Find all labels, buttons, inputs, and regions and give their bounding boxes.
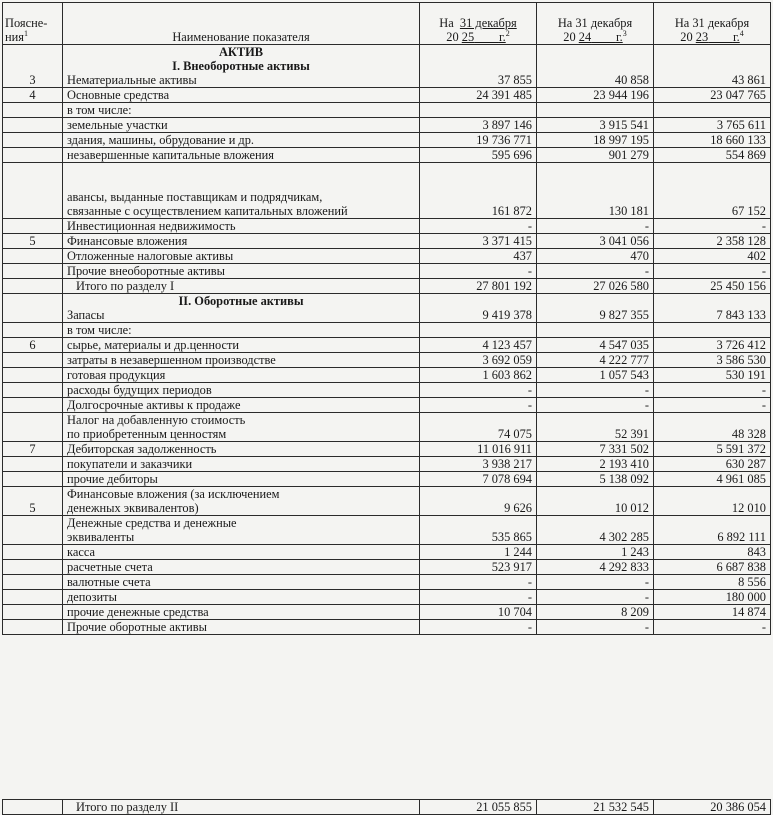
row-value-2023: - — [654, 264, 771, 279]
row-value-2023: 6 687 838 — [654, 560, 771, 575]
table-row — [3, 516, 771, 545]
row-name-line: эквиваленты — [67, 530, 135, 544]
row-note — [3, 219, 63, 234]
row-value-2025: 11 016 911 — [420, 442, 537, 457]
row-note — [3, 398, 63, 413]
row-value-2025: - — [420, 383, 537, 398]
row-name: Прочие внеоборотные активы — [63, 264, 420, 279]
row-value-2023: 14 874 — [654, 605, 771, 620]
row-value-2025: - — [420, 590, 537, 605]
row-value-2025: 19 736 771 — [420, 133, 537, 148]
row-value-2025: - — [420, 620, 537, 635]
period-2025-century: 20 — [446, 30, 459, 44]
table-row — [3, 383, 771, 398]
row-value-2024: 18 997 195 — [537, 133, 654, 148]
row-name — [63, 163, 420, 219]
row-value-2023: 4 961 085 — [654, 472, 771, 487]
row-value-2025: 3 938 217 — [420, 457, 537, 472]
row-value-2023 — [654, 323, 771, 338]
header-row — [3, 3, 771, 45]
row-name: Финансовые вложения — [63, 234, 420, 249]
period-header-2024 — [537, 3, 654, 45]
table-row — [3, 398, 771, 413]
row-name: прочие денежные средства — [63, 605, 420, 620]
row-value-2025: 7 078 694 — [420, 472, 537, 487]
row-note — [3, 103, 63, 118]
row-value-2023: 12 010 — [654, 487, 771, 516]
table-row — [3, 353, 771, 368]
row-value-2025: - — [420, 219, 537, 234]
table-row — [3, 413, 771, 442]
table-row — [3, 472, 771, 487]
table-row — [3, 605, 771, 620]
row-value-2023 — [654, 103, 771, 118]
row-value-2023: 48 328 — [654, 413, 771, 442]
period-2025-prefix: На — [439, 16, 454, 30]
row-name-line: связанные с осуществлением капитальных вложений — [67, 204, 348, 218]
row-value-2023: 67 152 — [654, 163, 771, 219]
row-name-line: Налог на добавленную стоимость — [67, 413, 246, 427]
note-header-line2: ния — [5, 30, 24, 44]
row-name: Отложенные налоговые активы — [63, 249, 420, 264]
row-value-2025: - — [420, 264, 537, 279]
note-header-footnote: 1 — [23, 29, 28, 38]
row-value-2024: 4 222 777 — [537, 353, 654, 368]
row-note — [3, 294, 63, 323]
table-row — [3, 45, 771, 88]
period-2025-date: 31 декабря — [459, 16, 517, 30]
period-2024-suffix: г. — [615, 30, 623, 44]
row-name: касса — [63, 545, 420, 560]
row-name — [63, 487, 420, 516]
period-2024-prefix: На 31 декабря — [557, 16, 633, 30]
period-2024-century: 20 — [563, 30, 576, 44]
row-value-2023: - — [654, 398, 771, 413]
table-body — [3, 45, 771, 635]
row-value-2025: 4 123 457 — [420, 338, 537, 353]
row-value-2025: 161 872 — [420, 163, 537, 219]
period-2025-footnote: 2 — [505, 29, 510, 38]
row-value-2024: 5 138 092 — [537, 472, 654, 487]
note-column-header — [3, 3, 63, 45]
row-value-2024: 901 279 — [537, 148, 654, 163]
row-note: 5 — [3, 487, 63, 516]
row-note: 7 — [3, 442, 63, 457]
row-value-2023: 843 — [654, 545, 771, 560]
row-value-2024: 4 292 833 — [537, 560, 654, 575]
row-name: расчетные счета — [63, 560, 420, 575]
table-row — [3, 234, 771, 249]
row-note — [3, 323, 63, 338]
row-name — [63, 45, 420, 88]
row-name-line: Финансовые вложения (за исключением — [67, 487, 280, 501]
row-value-2023: - — [654, 219, 771, 234]
cutoff-value-2023: 20 386 054 — [654, 800, 771, 815]
row-value-2023: 6 892 111 — [654, 516, 771, 545]
row-note — [3, 516, 63, 545]
period-2023-suffix: г. — [732, 30, 740, 44]
row-value-2023: 630 287 — [654, 457, 771, 472]
row-name: Основные средства — [63, 88, 420, 103]
row-name: Дебиторская задолженность — [63, 442, 420, 457]
row-note — [3, 353, 63, 368]
row-note — [3, 163, 63, 219]
row-value-2024: 130 181 — [537, 163, 654, 219]
table-row — [3, 560, 771, 575]
row-value-2023: 7 843 133 — [654, 294, 771, 323]
period-2023-year: 23 — [695, 30, 709, 44]
row-value-2025: 523 917 — [420, 560, 537, 575]
row-value-2025: 437 — [420, 249, 537, 264]
name-column-header: Наименование показателя — [63, 3, 420, 45]
section-title — [67, 45, 415, 73]
period-2023-prefix: На 31 декабря — [674, 16, 750, 30]
row-value-2024: 1 243 — [537, 545, 654, 560]
row-value-2025: 1 244 — [420, 545, 537, 560]
row-note — [3, 560, 63, 575]
row-note — [3, 590, 63, 605]
row-value-2023: 180 000 — [654, 590, 771, 605]
row-note — [3, 264, 63, 279]
period-2025-year: 25 — [461, 30, 475, 44]
row-name: депозиты — [63, 590, 420, 605]
row-note — [3, 472, 63, 487]
table-row — [3, 620, 771, 635]
row-name: готовая продукция — [63, 368, 420, 383]
row-value-2024: 470 — [537, 249, 654, 264]
row-name: здания, машины, обрудование и др. — [63, 133, 420, 148]
table-row — [3, 148, 771, 163]
cutoff-name: Итого по разделу II — [63, 800, 420, 815]
row-value-2023: - — [654, 383, 771, 398]
table-row — [3, 103, 771, 118]
row-value-2024: 7 331 502 — [537, 442, 654, 457]
row-note — [3, 249, 63, 264]
row-value-2024: 52 391 — [537, 413, 654, 442]
row-note — [3, 279, 63, 294]
row-note — [3, 383, 63, 398]
row-value-2025: 3 371 415 — [420, 234, 537, 249]
table-row — [3, 368, 771, 383]
table-row — [3, 457, 771, 472]
row-name: расходы будущих периодов — [63, 383, 420, 398]
row-name: Инвестиционная недвижимость — [63, 219, 420, 234]
row-value-2024 — [537, 323, 654, 338]
row-label: Нематериальные активы — [67, 73, 197, 87]
table-row — [3, 575, 771, 590]
row-value-2023: 402 — [654, 249, 771, 264]
row-note: 5 — [3, 234, 63, 249]
table-row — [3, 249, 771, 264]
row-value-2023: 3 726 412 — [654, 338, 771, 353]
row-note — [3, 148, 63, 163]
row-name: земельные участки — [63, 118, 420, 133]
table-row — [3, 88, 771, 103]
row-note — [3, 575, 63, 590]
row-note — [3, 413, 63, 442]
period-2024-footnote: 3 — [622, 29, 627, 38]
row-note — [3, 620, 63, 635]
period-header-2025 — [420, 3, 537, 45]
row-name — [63, 294, 420, 323]
note-header-line1: Поясне- — [5, 16, 48, 30]
row-value-2024: - — [537, 575, 654, 590]
row-value-2024: 2 193 410 — [537, 457, 654, 472]
cutoff-row — [2, 799, 771, 815]
table-row — [3, 163, 771, 219]
row-value-2024: 9 827 355 — [537, 294, 654, 323]
row-value-2023: 554 869 — [654, 148, 771, 163]
table-row — [3, 219, 771, 234]
table-row — [3, 338, 771, 353]
row-name — [63, 413, 420, 442]
row-name: незавершенные капитальные вложения — [63, 148, 420, 163]
row-name: сырье, материалы и др.ценности — [63, 338, 420, 353]
row-value-2025: 3 692 059 — [420, 353, 537, 368]
row-name: в том числе: — [63, 323, 420, 338]
row-note — [3, 545, 63, 560]
asset-title: АКТИВ — [218, 45, 264, 59]
table-row — [3, 590, 771, 605]
row-name-line: денежных эквивалентов) — [67, 501, 199, 515]
row-value-2024: - — [537, 264, 654, 279]
row-name: Прочие оборотные активы — [63, 620, 420, 635]
row-name: прочие дебиторы — [63, 472, 420, 487]
row-name — [63, 516, 420, 545]
row-value-2025: 9 419 378 — [420, 294, 537, 323]
row-value-2023: - — [654, 620, 771, 635]
cutoff-note — [3, 800, 63, 815]
row-note — [3, 118, 63, 133]
row-value-2024: 8 209 — [537, 605, 654, 620]
row-value-2023: 3 586 530 — [654, 353, 771, 368]
row-value-2023: 43 861 — [654, 45, 771, 88]
row-value-2024: - — [537, 398, 654, 413]
row-value-2023: 25 450 156 — [654, 279, 771, 294]
row-label: Запасы — [67, 308, 105, 322]
row-value-2025: - — [420, 575, 537, 590]
row-value-2024: 1 057 543 — [537, 368, 654, 383]
cutoff-value-2024: 21 532 545 — [537, 800, 654, 815]
period-2024-year: 24 — [578, 30, 592, 44]
row-value-2024: 10 012 — [537, 487, 654, 516]
row-value-2024 — [537, 103, 654, 118]
period-2023-century: 20 — [680, 30, 693, 44]
row-value-2023: 3 765 611 — [654, 118, 771, 133]
period-header-2023 — [654, 3, 771, 45]
row-note — [3, 457, 63, 472]
row-value-2024: 4 302 285 — [537, 516, 654, 545]
row-value-2023: 8 556 — [654, 575, 771, 590]
row-value-2025: 9 626 — [420, 487, 537, 516]
row-note: 3 — [3, 45, 63, 88]
section-1-title: I. Внеоборотные активы — [172, 59, 310, 73]
row-name: покупатели и заказчики — [63, 457, 420, 472]
row-name-line: авансы, выданные поставщикам и подрядчикам, — [67, 190, 323, 204]
row-note: 4 — [3, 88, 63, 103]
row-value-2024: 4 547 035 — [537, 338, 654, 353]
balance-sheet-table — [2, 2, 771, 635]
table-row — [3, 442, 771, 457]
row-value-2025: 24 391 485 — [420, 88, 537, 103]
section-2-title: II. Оборотные активы — [178, 294, 304, 308]
row-value-2024: - — [537, 219, 654, 234]
row-value-2023: 2 358 128 — [654, 234, 771, 249]
row-value-2025: 27 801 192 — [420, 279, 537, 294]
table-row — [3, 323, 771, 338]
row-note: 6 — [3, 338, 63, 353]
row-note — [3, 133, 63, 148]
row-value-2025 — [420, 323, 537, 338]
row-value-2023: 530 191 — [654, 368, 771, 383]
row-value-2025: 10 704 — [420, 605, 537, 620]
row-value-2024: 40 858 — [537, 45, 654, 88]
row-value-2023: 18 660 133 — [654, 133, 771, 148]
period-2023-footnote: 4 — [739, 29, 744, 38]
row-name: валютные счета — [63, 575, 420, 590]
row-note — [3, 368, 63, 383]
table-row — [3, 133, 771, 148]
row-value-2025: 3 897 146 — [420, 118, 537, 133]
row-name-line: Денежные средства и денежные — [67, 516, 237, 530]
row-value-2025: 1 603 862 — [420, 368, 537, 383]
period-2025-suffix: г. — [498, 30, 506, 44]
row-value-2025: 37 855 — [420, 45, 537, 88]
table-row — [3, 294, 771, 323]
table-row — [3, 118, 771, 133]
row-value-2023: 23 047 765 — [654, 88, 771, 103]
row-value-2024: - — [537, 590, 654, 605]
table-row — [3, 545, 771, 560]
table-row — [3, 264, 771, 279]
row-value-2024: - — [537, 620, 654, 635]
row-value-2024: 3 041 056 — [537, 234, 654, 249]
row-value-2024: 27 026 580 — [537, 279, 654, 294]
row-note — [3, 605, 63, 620]
row-value-2024: - — [537, 383, 654, 398]
row-value-2025: - — [420, 398, 537, 413]
row-name: Итого по разделу I — [63, 279, 420, 294]
row-name: затраты в незавершенном производстве — [63, 353, 420, 368]
row-value-2025: 74 075 — [420, 413, 537, 442]
row-value-2024: 23 944 196 — [537, 88, 654, 103]
table-row — [3, 279, 771, 294]
row-value-2025: 535 865 — [420, 516, 537, 545]
row-name-line: по приобретенным ценностям — [67, 427, 227, 441]
row-value-2025 — [420, 103, 537, 118]
table-row — [3, 487, 771, 516]
row-name: Долгосрочные активы к продаже — [63, 398, 420, 413]
row-value-2023: 5 591 372 — [654, 442, 771, 457]
row-value-2025: 595 696 — [420, 148, 537, 163]
cutoff-value-2025: 21 055 855 — [420, 800, 537, 815]
row-value-2024: 3 915 541 — [537, 118, 654, 133]
row-name: в том числе: — [63, 103, 420, 118]
